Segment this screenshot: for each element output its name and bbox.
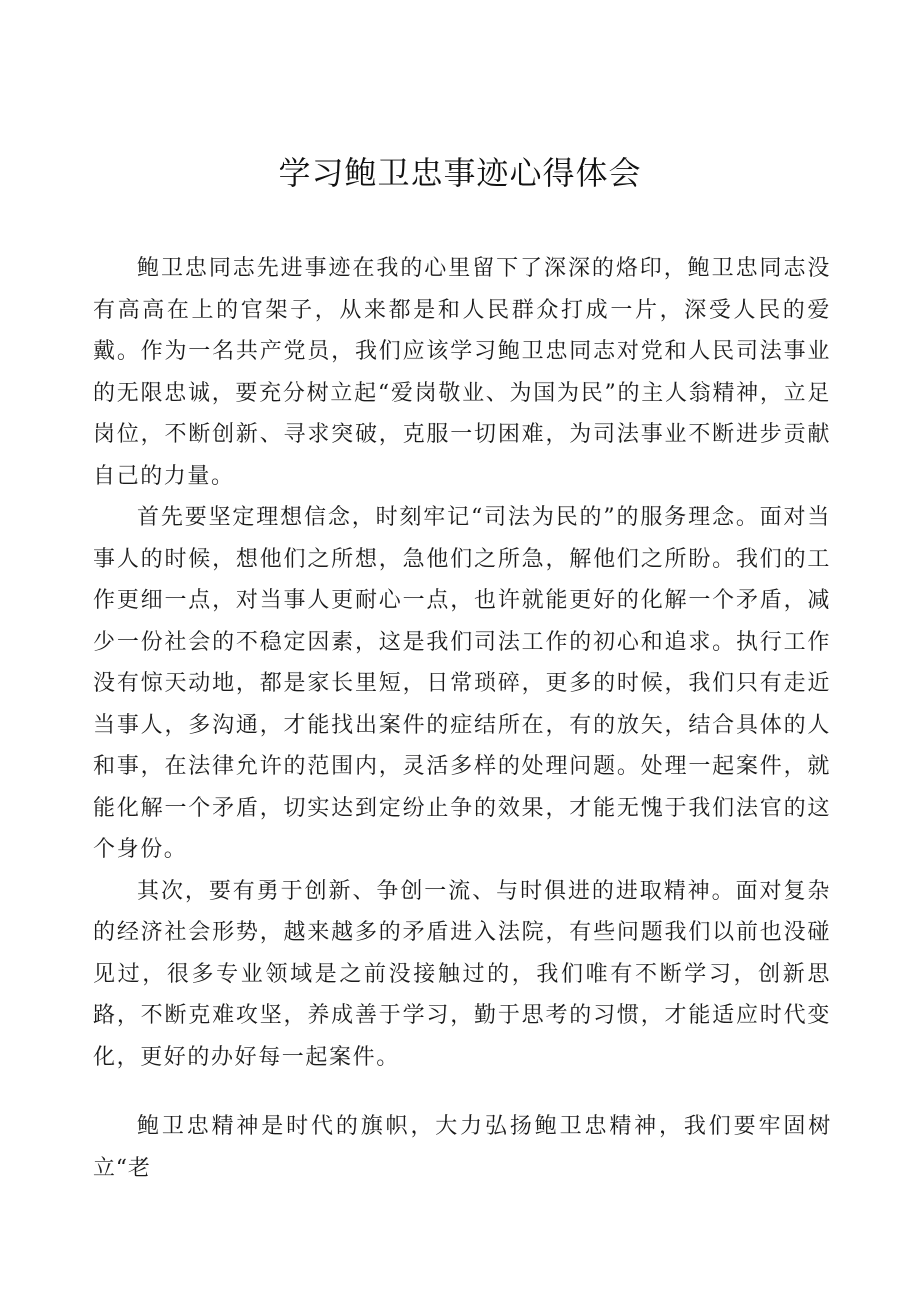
paragraph-4: 鲍卫忠精神是时代的旗帜，大力弘扬鲍卫忠精神，我们要牢固树立“老	[93, 1114, 831, 1181]
document-title: 学习鲍卫忠事迹心得体会	[278, 154, 642, 192]
paragraph-1: 鲍卫忠同志先进事迹在我的心里留下了深深的烙印，鲍卫忠同志没有高高在上的官架子，从来都是和人民群众打成一片，深受人民的爱戴。作为一名共产党员，我们应该学习鲍卫忠同志对党和人民司法事业的无限忠诚，要充分树立起“爱岗敬业、为国为民”的主人翁精神，立足岗位，不断创新、寻求突破，克服一切困难，为司法事业不断进步贡献自己的力量。	[93, 256, 831, 489]
document-body	[93, 248, 831, 1189]
paragraph-2: 首先要坚定理想信念，时刻牢记“司法为民的”的服务理念。面对当事人的时候，想他们之所想，急他们之所急，解他们之所盼。我们的工作更细一点，对当事人更耐心一点，也许就能更好的化解一个矛盾，减少一份社会的不稳定因素，这是我们司法工作的初心和追求。执行工作没有惊天动地，都是家长里短，日常琐碎，更多的时候，我们只有走近当事人，多沟通，才能找出案件的症结所在，有的放矢，结合具体的人和事，在法律允许的范围内，灵活多样的处理问题。处理一起案件，就能化解一个矛盾，切实达到定纷止争的效果，才能无愧于我们法官的这个身份。	[93, 505, 831, 862]
paragraph-3: 其次，要有勇于创新、争创一流、与时俱进的进取精神。面对复杂的经济社会形势，越来越多的矛盾进入法院，有些问题我们以前也没碰见过，很多专业领域是之前没接触过的，我们唯有不断学习，创新思路，不断克难攻坚，养成善于学习，勤于思考的习惯，才能适应时代变化，更好的办好每一起案件。	[93, 878, 831, 1070]
